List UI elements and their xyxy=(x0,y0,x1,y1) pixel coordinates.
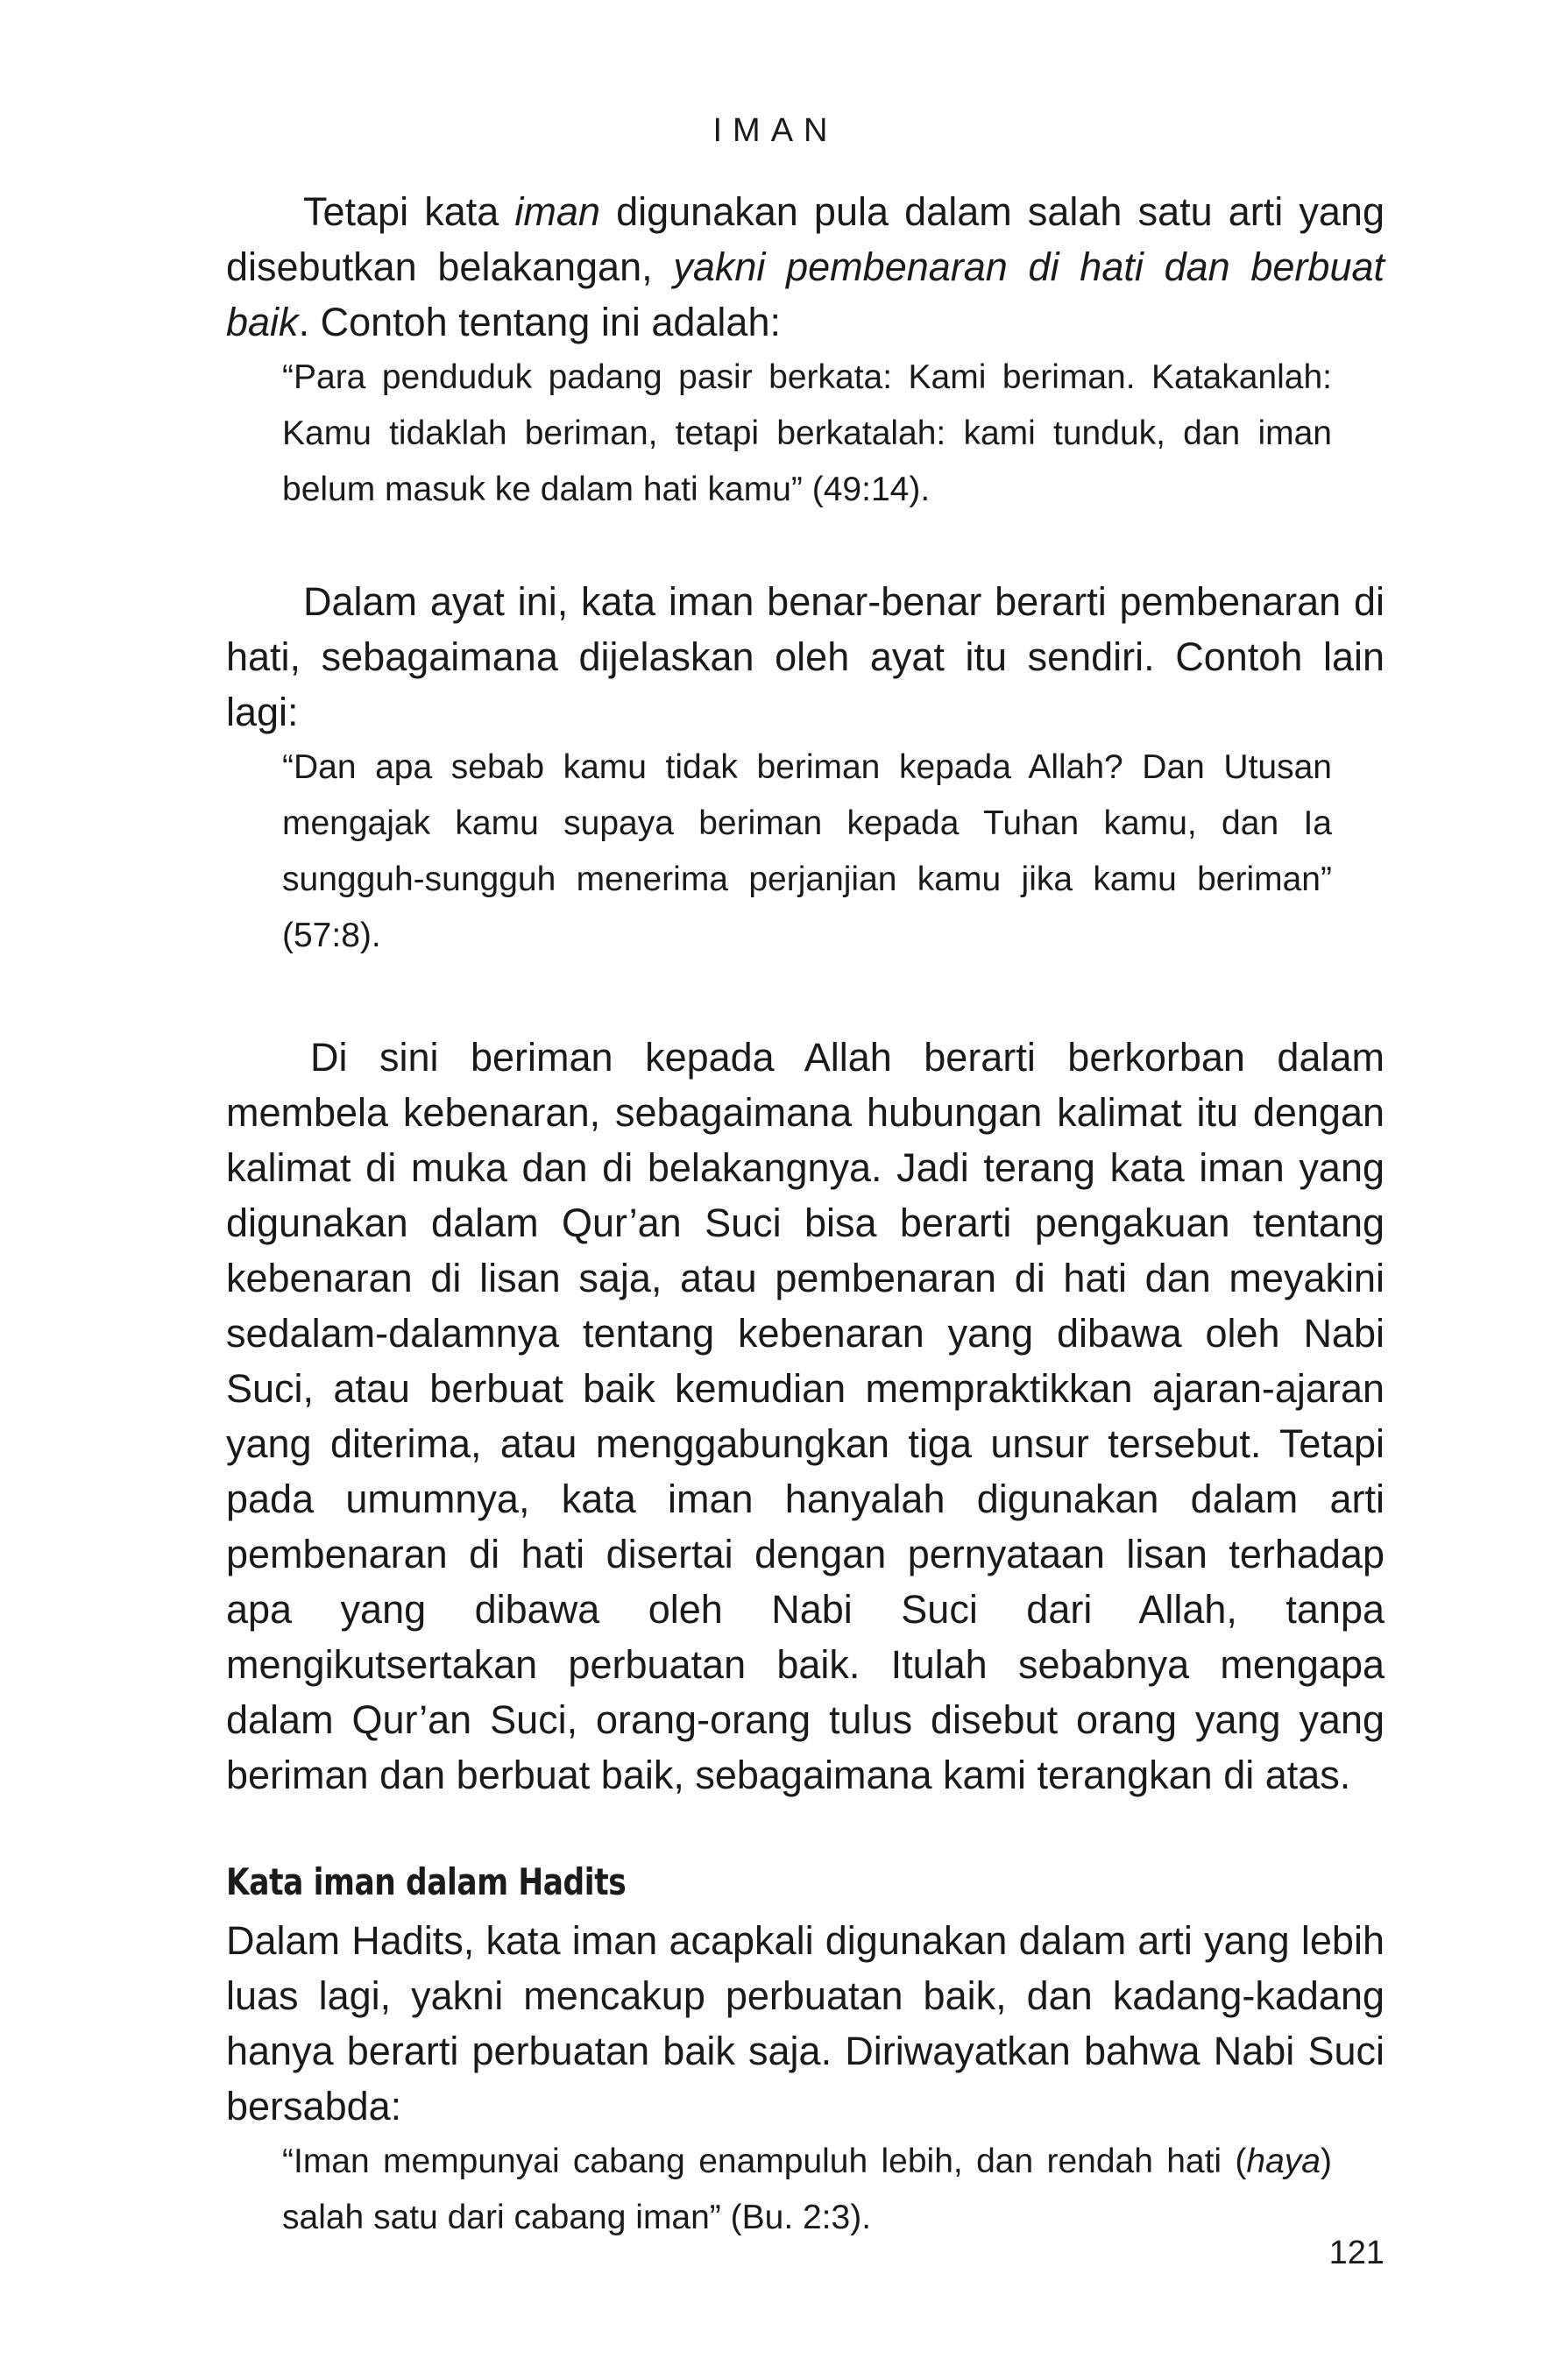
paragraph-1: Tetapi kata iman digunakan pula dalam salah satu arti yang disebutkan belakangan, yakni pembenaran di hati dan berbuat baik. Contoh tentang ini adalah: xyxy=(226,189,1385,344)
running-header: IMAN xyxy=(712,112,839,149)
paragraph-4: Dalam Hadits, kata iman acapkali digunakan dalam arti yang lebih luas lagi, yakni mencakup perbuatan baik, dan kadang-kadang hanya berarti perbuatan baik saja. Diriwayatkan bahwa Nabi Suci bersabda: xyxy=(226,1918,1385,2129)
page-number: 121 xyxy=(1328,2235,1385,2271)
paragraph-3: Di sini beriman kepada Allah berarti berkorban dalam membela kebenaran, sebagaimana hubungan kalimat itu dengan kalimat di muka dan di belakangnya. Jadi terang kata iman yang digunakan dalam Qur’an Suci bisa berarti pengakuan tentang kebenaran di lisan saja, atau pembenaran di hati dan meyakini sedalam-dalamnya tentang kebenaran yang dibawa oleh Nabi Suci, atau berbuat baik kemudian mempraktikkan ajaran-ajaran yang diterima, atau menggabungkan tiga unsur tersebut. Tetapi pada umumnya, kata iman hanyalah digunakan dalam arti pembenaran di hati disertai dengan pernyataan lisan terhadap apa yang dibawa oleh Nabi Suci dari Allah, tanpa mengikutsertakan perbuatan baik. Itulah sebabnya mengapa dalam Qur’an Suci, orang-orang tulus disebut orang yang yang beriman dan berbuat baik, sebagaimana kami terangkan di atas. xyxy=(226,1035,1385,1797)
paragraph-2: Dalam ayat ini, kata iman benar-benar berarti pembenaran di hati, sebagaimana dijelaskan oleh ayat itu sendiri. Contoh lain lagi: xyxy=(226,579,1385,734)
quote-3: “Iman mempunyai cabang enampuluh lebih, dan rendah hati (haya) salah satu dari cabang iman” (Bu. 2:3). xyxy=(282,2143,1332,2236)
section-heading: Kata iman dalam Hadits xyxy=(226,1860,627,1903)
page-body xyxy=(226,184,1385,2246)
quote-2: “Dan apa sebab kamu tidak beriman kepada Allah? Dan Utusan mengajak kamu supaya beriman kepada Tuhan kamu, dan Ia sungguh-sungguh menerima perjanjian kamu jika kamu beriman” (57:8). xyxy=(282,748,1332,954)
quote-1: “Para penduduk padang pasir berkata: Kami beriman. Katakanlah: Kamu tidaklah beriman, tetapi berkatalah: kami tunduk, dan iman belum masuk ke dalam hati kamu” (49:14). xyxy=(282,358,1332,508)
